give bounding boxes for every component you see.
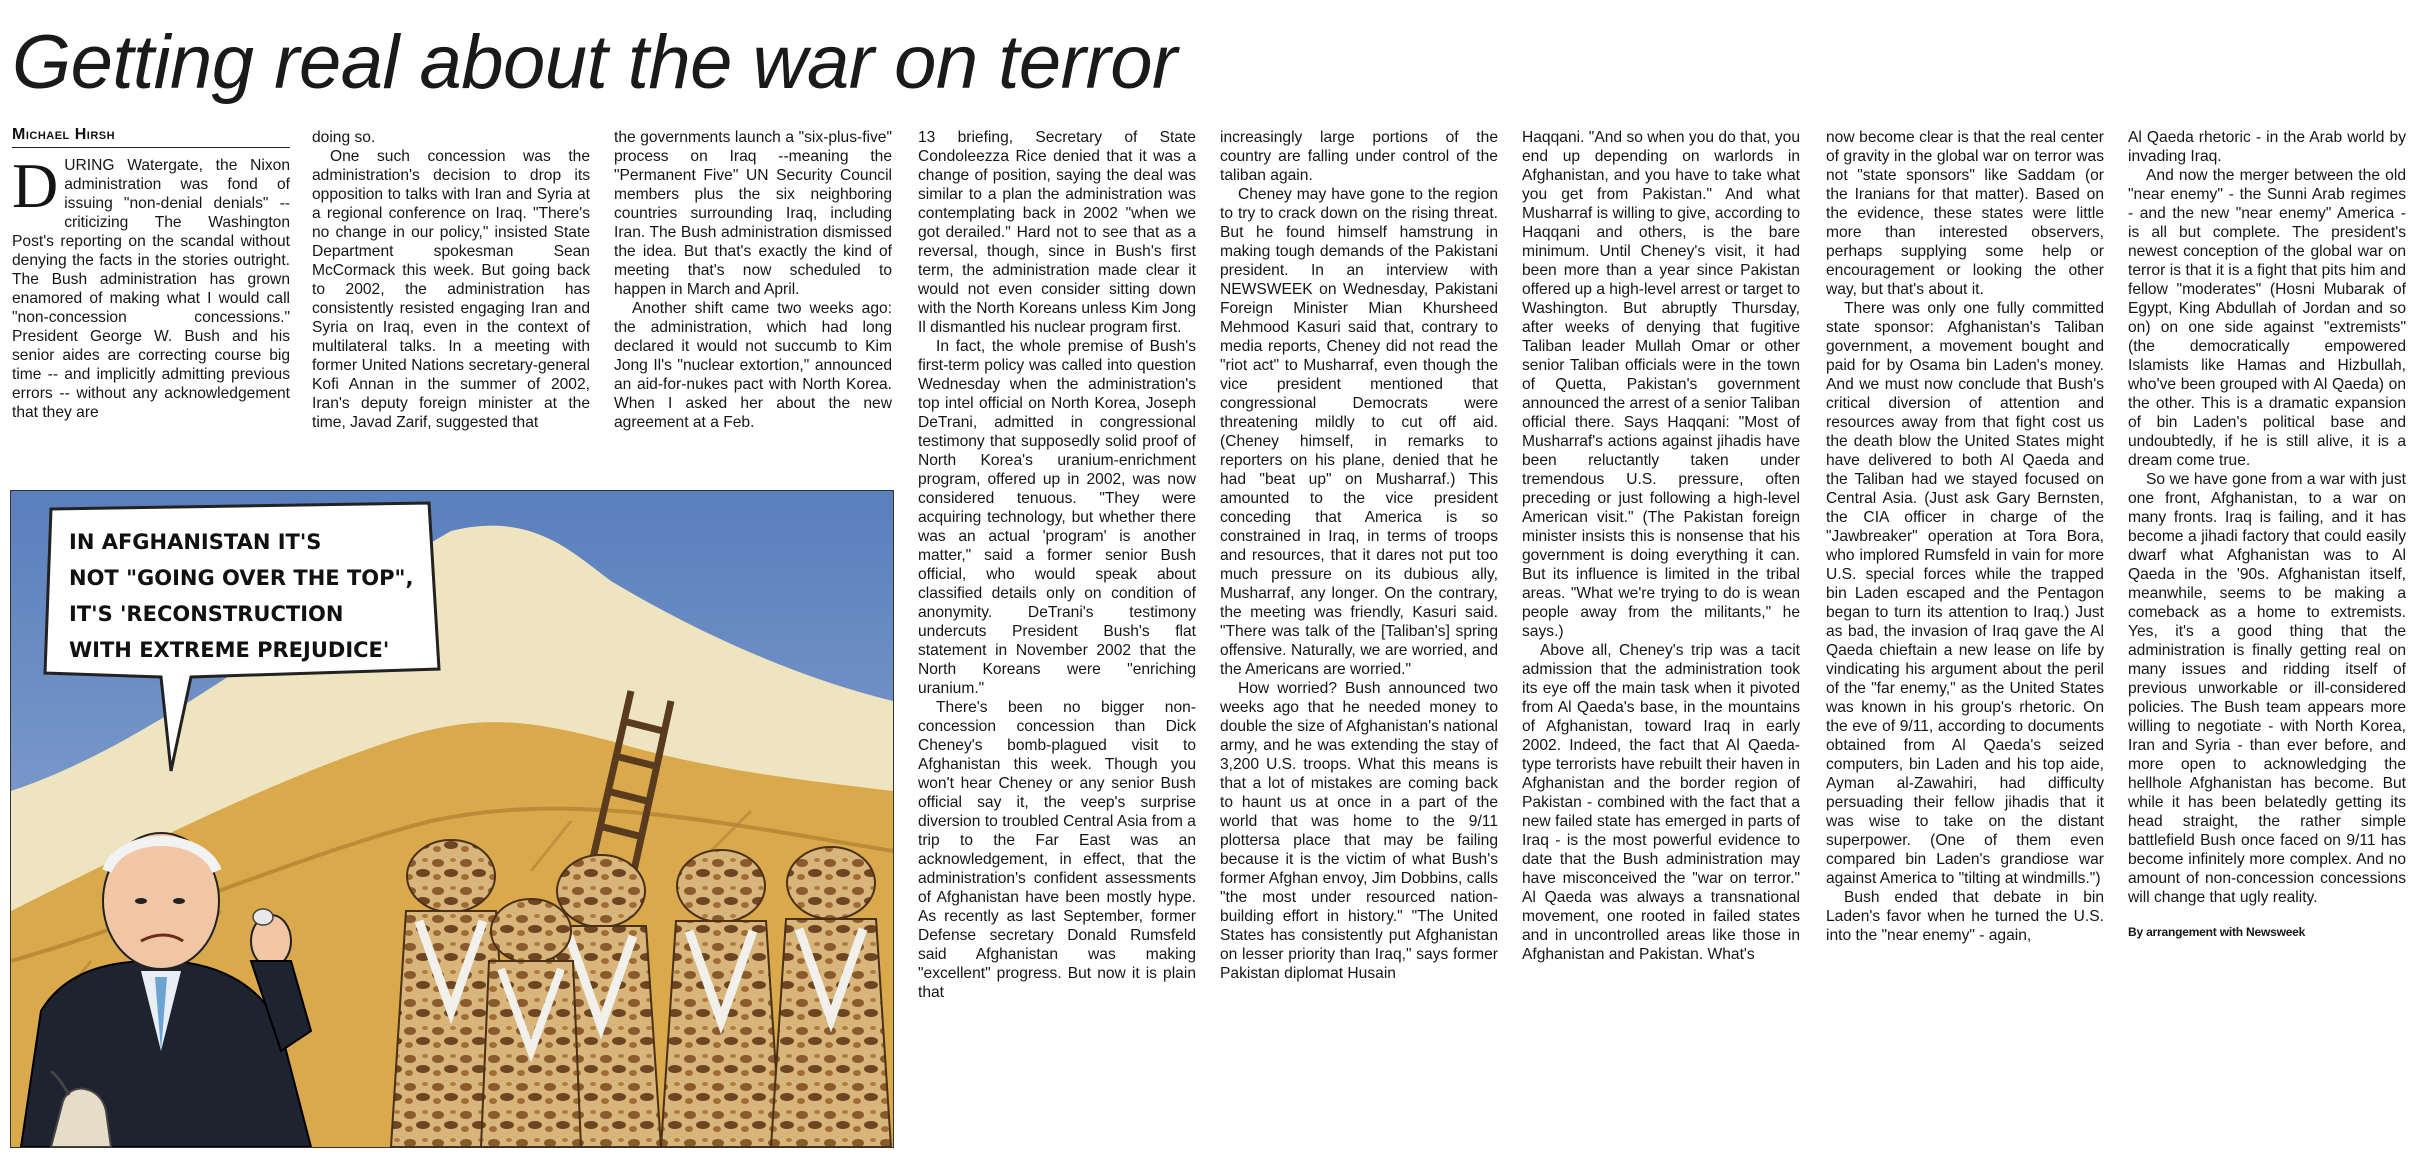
paragraph: One such concession was the administration's decision to drop its opposition to talks with Iran and Syria at a regional conference on Iraq. "There's no change in our policy," insisted State Department spokesman Sean McCormack this week. But going back to 2002, the administration has consistently resisted engaging Iran and Syria on Iraq, even in the context of multilateral talks. In a meeting with former United Nations secretary-general Kofi Annan in the summer of 2002, Iran's deputy foreign minister at the time, Javad Zarif, suggested that <box>312 148 590 431</box>
article-column-6 <box>1522 128 1800 1150</box>
paragraph: increasingly large portions of the country are falling under control of the taliban again. <box>1220 129 1498 184</box>
paragraph: There's been no bigger non-concession concession than Dick Cheney's bomb-plagued visit to Afghanistan this week. Though you won't hear Cheney or any senior Bush official say it, the veep's surprise diversion to troubled Central Asia from a trip to the Far East was an acknowledgement, in effect, that the administration's confident assessments of Afghanistan have been mostly hype. As recently as last September, former Defense secretary Donald Rumsfeld said Afghanistan was making "excellent" progress. But now it is plain that <box>918 699 1196 1001</box>
paragraph: There was only one fully committed state sponsor: Afghanistan's Taliban government, a movement bought and paid for by Osama bin Laden's money. And we must now conclude that Bush's critical diversion of attention and resources away from that fight cost us the death blow the United States might have delivered to both Al Qaeda and the Taliban had we stayed focused on Central Asia. (Just ask Gary Bernsten, the CIA officer in charge of the "Jawbreaker" operation at Tora Bora, who implored Rumsfeld in vain for more U.S. special forces while the trapped bin Laden escaped and the Pentagon began to turn its attention to Iraq.) Just as bad, the invasion of Iraq gave the Al Qaeda chieftain a new lease on life by vindicating his argument about the peril of the "far enemy," as the United States was known in his group's rhetoric. On the eve of 9/11, according to documents obtained from Al Qaeda's seized computers, bin Laden and his top aide, Ayman al-Zawahiri, had difficulty persuading their fellow jihadis that it was wise to take on the distant superpower. (One of them even compared bin Laden's grandiose war against America to "tilting at windmills.") <box>1826 300 2104 887</box>
paragraph: In fact, the whole premise of Bush's first-term policy was called into question Wednesday when the administration's top intel official on North Korea, Joseph DeTrani, admitted in congressional testimony that supposedly solid proof of North Korea's uranium-enrichment program, offered up in 2002, was now considered tenuous. "They were acquiring technology, but whether there was an actual 'program' is another matter," said a former senior Bush official, who would speak about classified details only on condition of anonymity. DeTrani's testimony undercuts President Bush's flat statement in November 2002 that the North Koreans were "enriching uranium." <box>918 338 1196 697</box>
paragraph: the governments launch a "six-plus-five" process on Iraq --meaning the "Permanent Five" UN Security Council members plus the six neighboring countries surrounding Iraq, including Iran. The Bush administration dismissed the idea. But that's exactly the kind of meeting that's now scheduled to happen in March and April. <box>614 129 892 298</box>
paragraph: 13 briefing, Secretary of State Condoleezza Rice denied that it was a change of position, saying the deal was similar to a plan the administration was contemplating back in 2002 "when we got derailed." Hard not to see that as a reversal, though, since in Bush's first term, the administration made clear it would not even consider sitting down with the North Koreans unless Kim Jong Il dismantled his nuclear program first. <box>918 129 1196 336</box>
paragraph: How worried? Bush announced two weeks ago that he needed money to double the size of Afghanistan's national army, and he was extending the stay of 3,200 U.S. troops. What this means is that a lot of mistakes are coming back to haunt us at once in a part of the world that was home to the 9/11 plottersa place that may be failing because it is the victim of what Bush's former Afghan envoy, Jim Dobbins, calls "the most under resourced nation-building effort in history." "The United States has consistently put Afghanistan on lesser priority than Iraq," says former Pakistan diplomat Husain <box>1220 680 1498 982</box>
article-column-1 <box>12 156 290 476</box>
soldier-rear <box>481 899 581 1147</box>
paragraph: doing so. <box>312 129 376 146</box>
paragraph: URING Watergate, the Nixon administration was fond of issuing "non-denial denials" -- criticizing The Washington Post's reporting on the scandal without denying the facts in the stories outright. The Bush administration has grown enamored of making what I would call "non-concession concessions." President George W. Bush and his senior aides are correcting course big time -- and implicitly admitting previous errors -- without any acknowledgement that they are <box>12 157 290 421</box>
article-column-3 <box>614 128 892 478</box>
editorial-cartoon <box>10 490 894 1148</box>
soldier <box>661 850 781 1147</box>
balloon-line-3: IT'S 'RECONSTRUCTION <box>69 602 344 626</box>
balloon-line-1: IN AFGHANISTAN IT'S <box>69 530 322 554</box>
article-column-2 <box>312 128 590 478</box>
paragraph: So we have gone from a war with just one front, Afghanistan, to a war on many fronts. Iraq is failing, and it has become a jihadi factory that could easily dwarf what Afghanistan was to Al Qaeda in the '90s. Afghanistan itself, meanwhile, seems to be making a comeback as a home to extremists. Yes, it's a good thing that the administration is finally getting real on many issues and ridding itself of previous unworkable or ill-considered policies. The Bush team appears more willing to negotiate - with North Korea, Iran and Syria - than ever before, and more open to acknowledging the hellhole Afghanistan has become. But while it has been belatedly getting its head straight, the rather simple battlefield Bush once faced on 9/11 has become infinitely more complex. And no amount of non-concession concessions will change that ugly reality. <box>2128 471 2406 906</box>
paragraph: Bush ended that debate in bin Laden's favor when he turned the U.S. into the "near enemy" - again, <box>1826 889 2104 944</box>
article-column-4 <box>918 128 1196 1150</box>
paragraph: Another shift came two weeks ago: the administration, which had long declared it would not succumb to Kim Jong Il's "nuclear extortion," announced an aid-for-nukes pact with North Korea. When I asked her about the new agreement at a Feb. <box>614 300 892 431</box>
drop-cap: D <box>12 156 59 221</box>
paragraph: Above all, Cheney's trip was a tacit admission that the administration took its eye off the main task when it pivoted from Al Qaeda's base, in the mountains of Afghanistan, toward Iraq in early 2002. Indeed, the fact that Al Qaeda-type terrorists have rebuilt their haven in Afghanistan and the border region of Pakistan - combined with the fact that a new failed state has emerged in parts of Iraq - is the most powerful evidence to date that the Bush administration may have misconceived the "war on terror." Al Qaeda was always a transnational movement, one rooted in failed states and in uncontrolled areas like those in Afghanistan and Pakistan. What's <box>1522 642 1800 963</box>
article-column-5 <box>1220 128 1498 1150</box>
soldier <box>771 847 891 1147</box>
soldiers <box>391 840 891 1147</box>
balloon-line-4: WITH EXTREME PREJUDICE' <box>69 638 390 662</box>
article-column-7 <box>1826 128 2104 1150</box>
paragraph: now become clear is that the real center of gravity in the global war on terror was not "state sponsors" like Saddam (or the Iranians for that matter). Based on the evidence, these states were little more than interested observers, perhaps supplying some help or encouragement or looking the other way, but that's about it. <box>1826 129 2104 298</box>
paragraph: Haqqani. "And so when you do that, you end up depending on warlords in Afghanistan, and you have to take what you get from Pakistan." And what Musharraf is willing to give, according to Haqqani and others, is the bare minimum. Until Cheney's visit, it had been more than a year since Pakistan offered up a high-level arrest or target to Washington. But abruptly Thursday, after weeks of denying that fugitive Taliban leader Mullah Omar or other senior Taliban officials were in the town of Quetta, Pakistan's government announced the arrest of a senior Taliban official there. Says Haqqani: "Most of Musharraf's actions against jihadis have been reluctantly taken under tremendous U.S. pressure, often preceding or just following a high-level American visit." (The Pakistan foreign minister insists this is nonsense that his government is doing everything it can. But its influence is limited in the tribal areas. "What we're trying to do is wean people away from the militants," he says.) <box>1522 129 1800 640</box>
paragraph: And now the merger between the old "near enemy" - the Sunni Arab regimes - and the new "near enemy" America - is all but complete. The president's newest conception of the global war on terror is that it is a fight that pits him and fellow "moderates" (Hosni Mubarak of Egypt, King Abdullah of Jordan and so on) on one side against "extremists" (the democratically empowered Islamists like Hamas and Hizbullah, who've been grouped with Al Qaeda) on the other. This is a dramatic expansion of bin Laden's political base and undoubtedly, if he is still alive, it is a dream come true. <box>2128 167 2406 469</box>
paragraph: Cheney may have gone to the region to try to crack down on the rising threat. But he found himself hamstrung in making tough demands of the Pakistani president. In an interview with NEWSWEEK on Wednesday, Pakistani Foreign Minister Mian Khursheed Mehmood Kasuri said that, contrary to media reports, Cheney did not read the "riot act" to Musharraf, even though the vice president mentioned that congressional Democrats were threatening mildly to cut off aid. (Cheney himself, in remarks to reporters on his plane, denied that he had "beat up" on Musharraf.) This amounted to the vice president conceding that America is so constrained in Iraq, in terms of troops and resources, that it dares not put too much pressure on its dubious ally, Musharraf, any longer. On the contrary, the meeting was friendly, Kasuri said. "There was talk of the [Taliban's] spring offensive. Naturally, we are worried, and the Americans are worried." <box>1220 186 1498 678</box>
cartoon-illustration <box>11 491 893 1147</box>
paragraph: Al Qaeda rhetoric - in the Arab world by invading Iraq. <box>2128 129 2406 165</box>
balloon-line-2: NOT "GOING OVER THE TOP", <box>69 566 414 590</box>
syndication-credit: By arrangement with Newsweek <box>2128 925 2306 939</box>
article-headline: Getting real about the war on terror <box>12 20 1177 105</box>
byline: Michael Hirsh <box>12 126 290 148</box>
article-column-8 <box>2128 128 2406 1150</box>
